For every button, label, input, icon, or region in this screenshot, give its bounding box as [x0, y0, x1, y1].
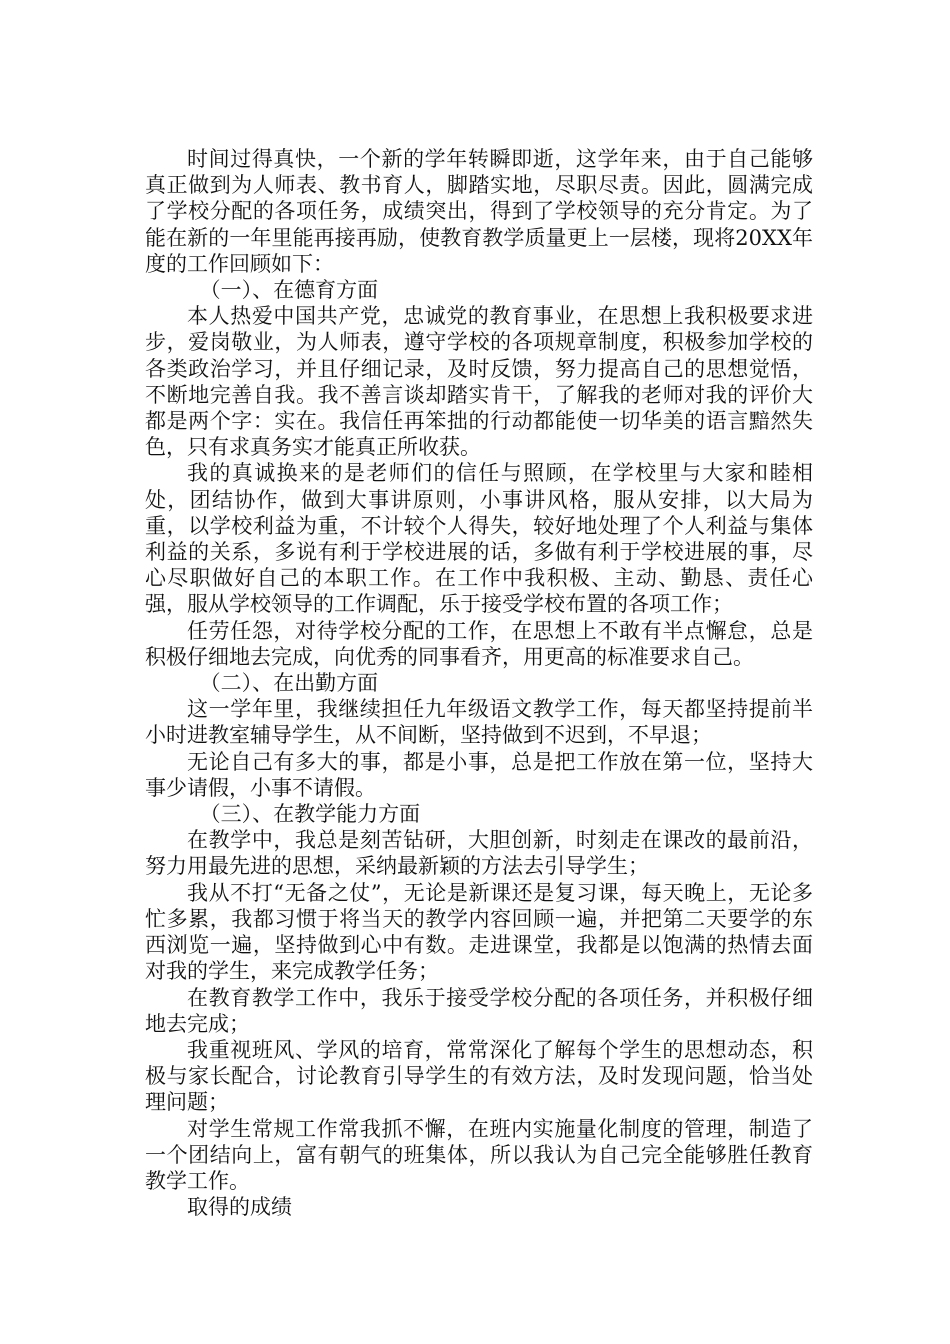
section-heading-teaching-ability: （三）、在教学能力方面 — [199, 802, 421, 827]
intro-paragraph: 时间过得真快，一个新的学年转瞬即逝，这学年来，由于自己能够真正做到为人师表、教书育人，脚踏实地，尽职尽责。因此，圆满完成了学校分配的各项任务，成绩突出，得到了学校领导的充分肯定。为了能在新的一年里能再接再励，使教育教学质量更上一层楼，现将20XX年度的工作回顾如下： — [145, 147, 813, 276]
section-heading-attendance: （二）、在出勤方面 — [199, 671, 379, 696]
paragraph-attendance-2: 无论自己有多大的事，都是小事，总是把工作放在第一位，坚持大事少请假，小事不请假。 — [145, 749, 813, 800]
paragraph-moral-2: 我的真诚换来的是老师们的信任与照顾，在学校里与大家和睦相处，团结协作，做到大事讲原则，小事讲风格，服从安排，以大局为重，以学校利益为重，不计较个人得失，较好地处理了个人利益与集体利益的关系，多说有利于学校进展的话，多做有利于学校进展的事，尽心尽职做好自己的本职工作。在工作中我积极、主动、勤恳、责任心强，服从学校领导的工作调配，乐于接受学校布置的各项工作； — [145, 461, 813, 617]
paragraph-moral-1: 本人热爱中国共产党，忠诚党的教育事业，在思想上我积极要求进步，爱岗敬业，为人师表，遵守学校的各项规章制度，积极参加学校的各类政治学习，并且仔细记录，及时反馈，努力提高自己的思想觉悟，不断地完善自我。我不善言谈却踏实肯干，了解我的老师对我的评价大都是两个字：实在。我信任再笨拙的行动都能使一切华美的语言黯然失色，只有求真务实才能真正所收获。 — [145, 304, 813, 460]
paragraph-teaching-4: 我重视班风、学风的培育，常常深化了解每个学生的思想动态，积极与家长配合，讨论教育引导学生的有效方法，及时发现问题，恰当处理问题； — [145, 1037, 813, 1115]
paragraph-moral-3: 任劳任怨，对待学校分配的工作，在思想上不敢有半点懈怠，总是积极仔细地去完成，向优秀的同事看齐，用更高的标准要求自己。 — [145, 618, 813, 669]
paragraph-teaching-1: 在教学中，我总是刻苦钻研，大胆创新，时刻走在课改的最前沿，努力用最先进的思想，采纳最新颖的方法去引导学生； — [145, 828, 813, 879]
paragraph-teaching-5: 对学生常规工作常我抓不懈，在班内实施量化制度的管理，制造了一个团结向上，富有朝气的班集体，所以我认为自己完全能够胜任教育教学工作。 — [145, 1116, 813, 1193]
paragraph-attendance-1: 这一学年里，我继续担任九年级语文教学工作，每天都坚持提前半小时进教室辅导学生，从不间断，坚持做到不迟到，不早退； — [145, 697, 813, 748]
paragraph-teaching-2: 我从不打“无备之仗”，无论是新课还是复习课，每天晚上，无论多忙多累，我都习惯于将当天的教学内容回顾一遍，并把第二天要学的东西浏览一遍，坚持做到心中有数。走进课堂，我都是以饱满的热情去面对我的学生，来完成教学任务； — [145, 880, 813, 984]
document-body — [145, 146, 813, 1220]
paragraph-achievements: 取得的成绩 — [187, 1195, 292, 1220]
paragraph-teaching-3: 在教育教学工作中，我乐于接受学校分配的各项任务，并积极仔细地去完成； — [145, 985, 813, 1036]
section-heading-moral-education: （一）、在德育方面 — [199, 278, 379, 303]
